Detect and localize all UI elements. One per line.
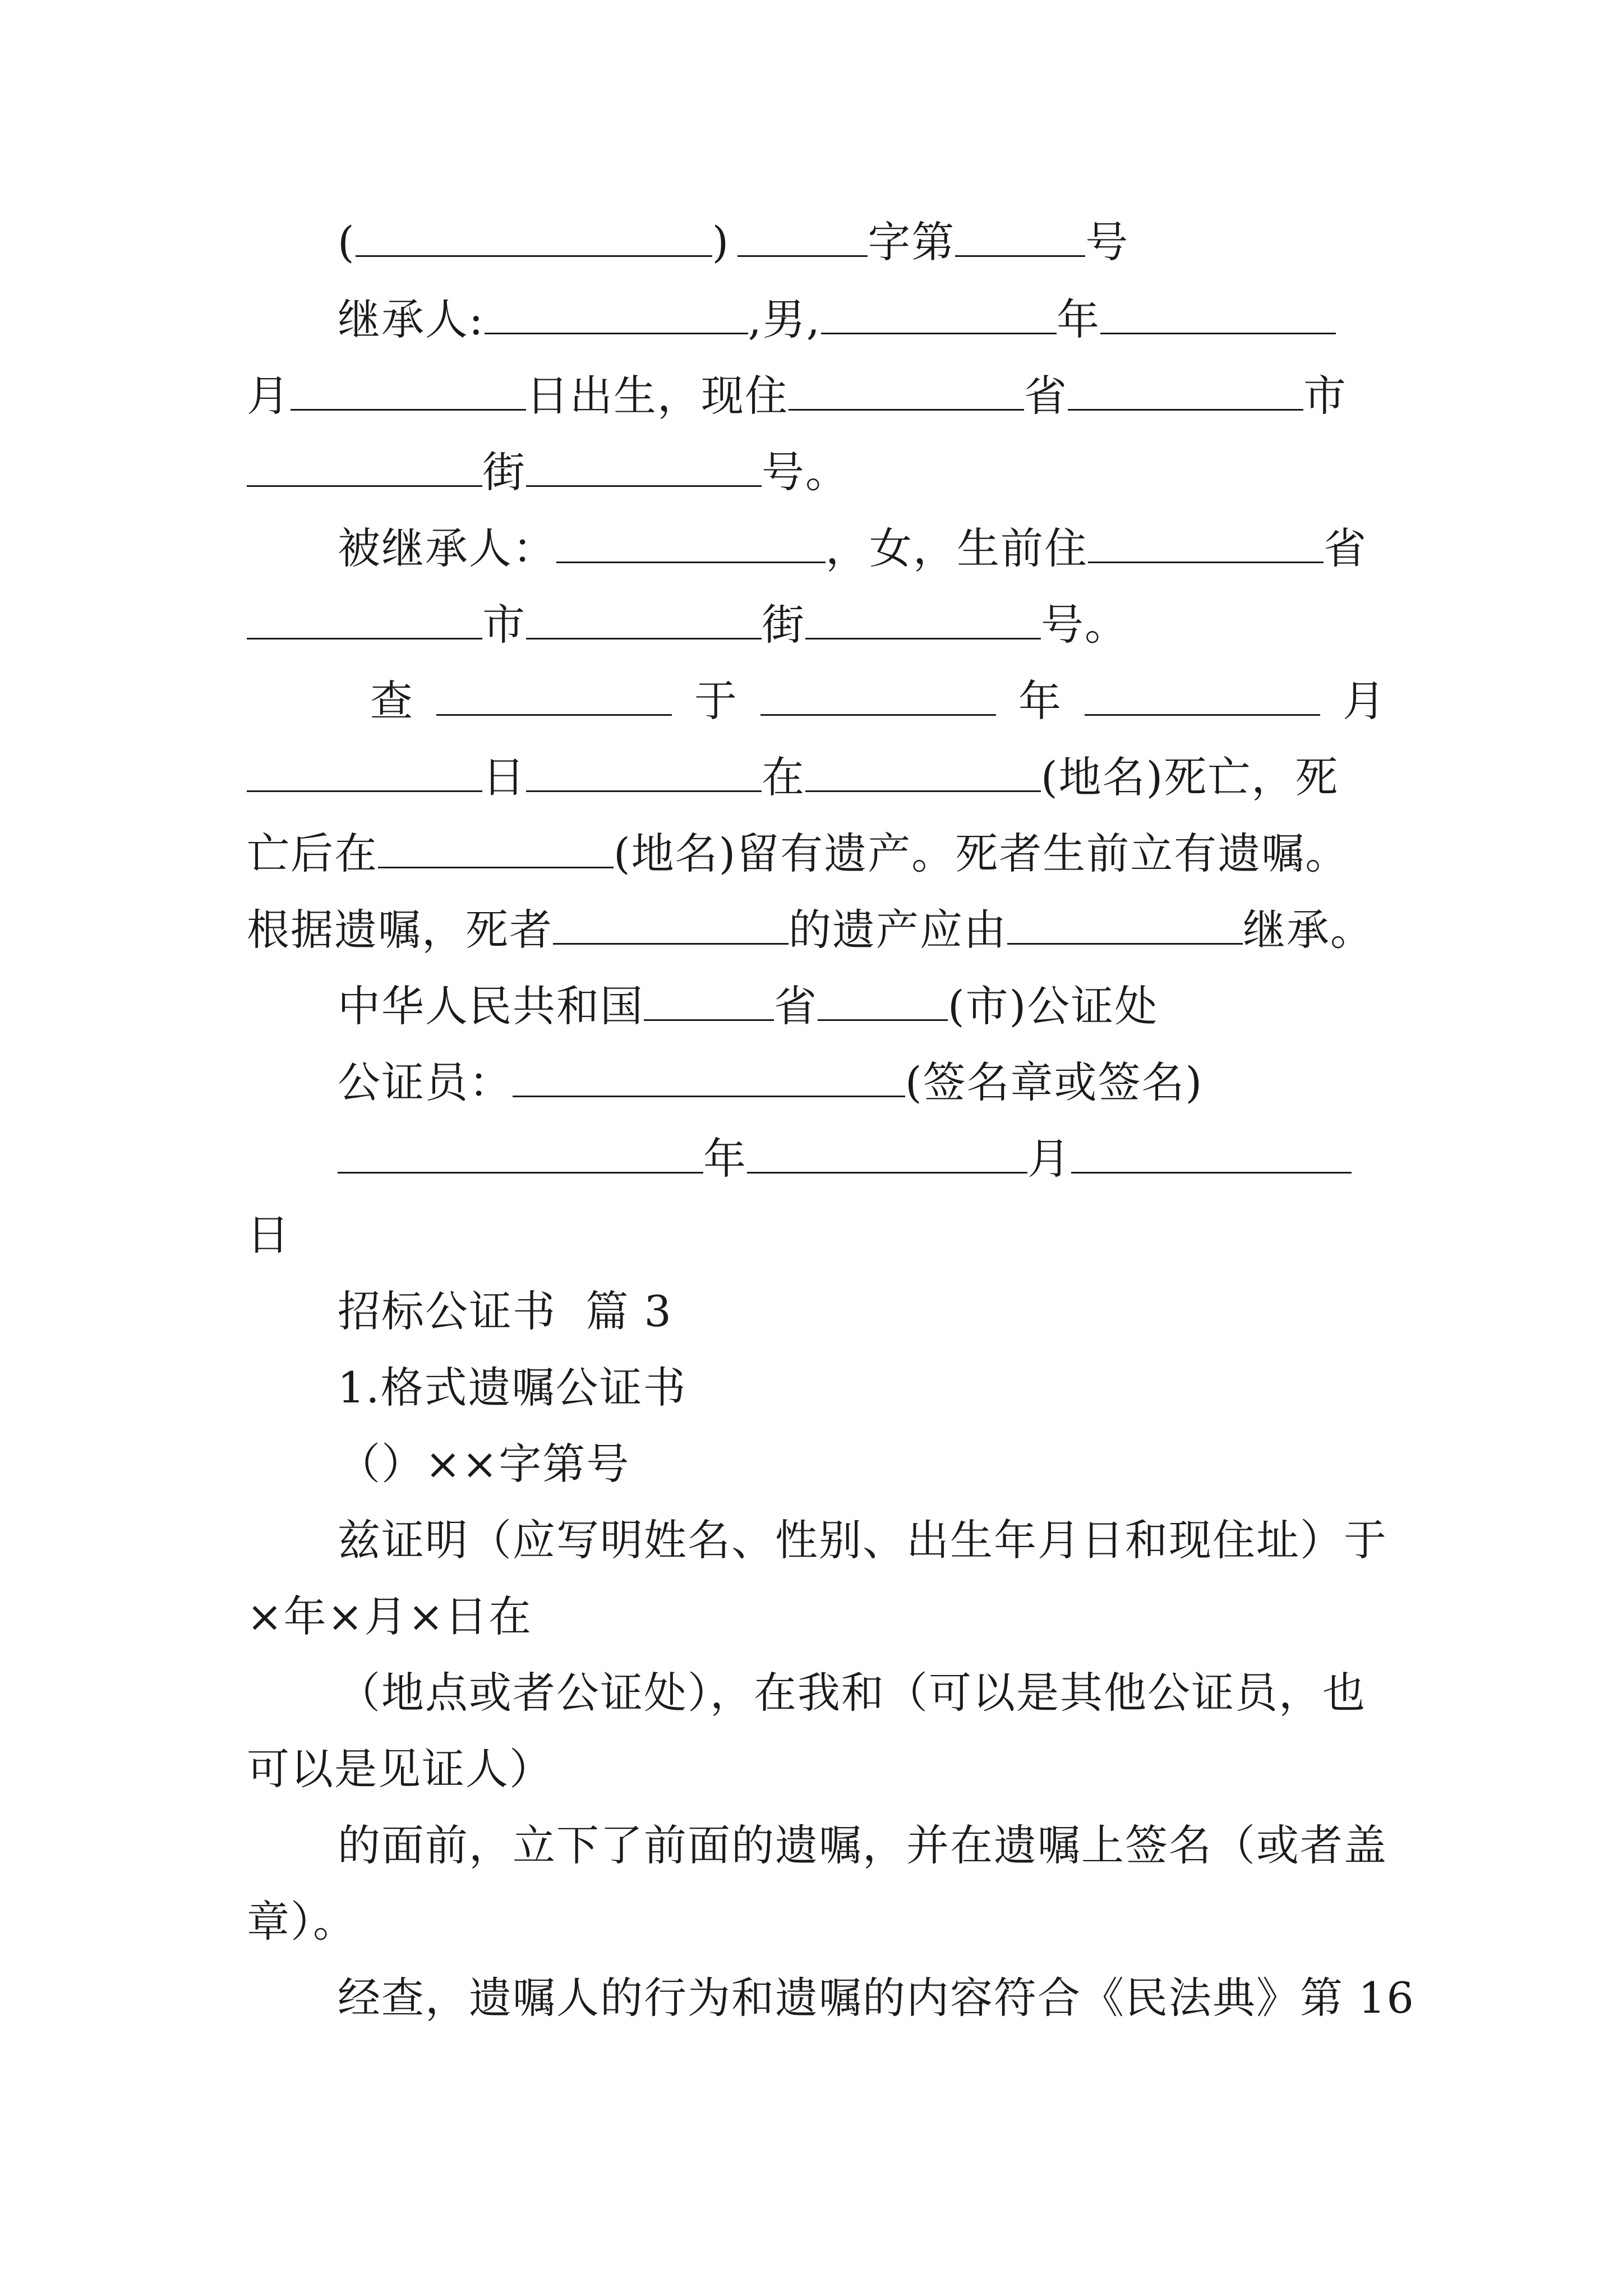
inheritance-suffix: 继承。: [1243, 905, 1374, 955]
blank-field[interactable]: [805, 750, 1041, 792]
blank-field[interactable]: [526, 597, 762, 639]
died-label: (地名)死亡，死: [1041, 752, 1339, 802]
blank-field[interactable]: [338, 1131, 703, 1174]
body-text: 可以是见证人）: [247, 1744, 553, 1794]
zai-label: 在: [762, 752, 805, 802]
blank-field[interactable]: [485, 292, 748, 334]
born-label: 日出生，现住: [526, 371, 789, 421]
body-paragraph-line: [247, 1741, 553, 1797]
year-label: 年: [703, 1134, 747, 1184]
blank-field[interactable]: [378, 826, 614, 868]
heir-address-line: [247, 444, 849, 500]
decedent-label: 被继承人：: [338, 523, 556, 573]
year-label: 年: [1018, 676, 1062, 726]
body-text: 兹证明（应写明姓名、性别、出生年月日和现住址）于: [338, 1515, 1387, 1565]
case-number-text: （）××字第号: [338, 1439, 630, 1489]
blank-field[interactable]: [644, 979, 774, 1021]
blank-field[interactable]: [526, 445, 762, 487]
paren-close: ): [712, 217, 730, 267]
female-label: ，女，生前住: [826, 523, 1088, 573]
heir-line: [338, 292, 1336, 348]
blank-field[interactable]: [356, 215, 712, 257]
cha-label: 查: [370, 676, 414, 726]
inheritance-middle: 的遗产应由: [789, 905, 1007, 955]
blank-field[interactable]: [291, 369, 526, 411]
blank-field[interactable]: [1068, 369, 1303, 411]
blank-field[interactable]: [556, 521, 826, 563]
year-label: 年: [1056, 295, 1100, 344]
street-label: 街: [482, 447, 526, 497]
subsection-heading: [338, 1360, 687, 1416]
blank-field[interactable]: [737, 215, 868, 257]
blank-field[interactable]: [247, 445, 482, 487]
number-label: 号。: [1041, 600, 1128, 650]
estate-line: [247, 826, 1349, 882]
office-label: (市)公证处: [948, 981, 1159, 1031]
death-date-line: [370, 673, 1386, 729]
blank-field[interactable]: [805, 597, 1041, 639]
city-label: 市: [482, 600, 526, 650]
blank-field[interactable]: [1088, 521, 1324, 563]
decedent-line: [338, 521, 1367, 577]
inheritance-prefix: 根据遗嘱，死者: [247, 905, 553, 955]
heir-birth-line: [247, 368, 1347, 424]
blank-field[interactable]: [821, 292, 1057, 334]
province-label: 省: [774, 981, 818, 1031]
blank-field[interactable]: [436, 674, 672, 716]
date-line: [338, 1131, 1352, 1187]
blank-field[interactable]: [513, 1055, 905, 1097]
number-label: 号。: [762, 447, 849, 497]
blank-field[interactable]: [789, 369, 1024, 411]
blank-field[interactable]: [1100, 292, 1336, 334]
blank-field[interactable]: [1007, 903, 1243, 945]
city-label: 市: [1303, 371, 1347, 421]
body-paragraph-line: [338, 1970, 1415, 2026]
subsection-title: 1.格式遗嘱公证书: [338, 1363, 687, 1412]
blank-field[interactable]: [955, 215, 1085, 257]
blank-field[interactable]: [526, 750, 762, 792]
heir-label: 继承人:: [338, 295, 485, 344]
blank-field[interactable]: [553, 903, 789, 945]
blank-field[interactable]: [760, 674, 996, 716]
blank-field[interactable]: [247, 750, 482, 792]
yu-label: 于: [694, 676, 738, 726]
notary-office-line: [338, 978, 1158, 1034]
hao-label: 号: [1085, 217, 1129, 267]
case-number-line-2: [338, 1436, 630, 1492]
notary-label: 公证员：: [338, 1057, 513, 1107]
decedent-address-line: [247, 597, 1128, 653]
death-place-line: [247, 749, 1339, 806]
body-text: 的面前，立下了前面的遗嘱，并在遗嘱上签名（或者盖: [338, 1820, 1387, 1870]
body-text: ×年×月×日在: [247, 1591, 533, 1641]
blank-field[interactable]: [818, 979, 948, 1021]
day-label: 日: [482, 752, 526, 802]
signature-label: (签名章或签名): [905, 1057, 1204, 1107]
body-paragraph-line: [338, 1512, 1387, 1568]
section-heading: [338, 1283, 672, 1340]
body-paragraph-line: [247, 1894, 357, 1950]
zi-di-label: 字第: [868, 217, 956, 267]
paren-open: (: [338, 217, 356, 267]
blank-field[interactable]: [747, 1131, 1027, 1174]
blank-field[interactable]: [247, 597, 482, 639]
month-label: 月: [1027, 1134, 1071, 1184]
male-label: ,男,: [748, 295, 821, 344]
notary-signature-line: [338, 1055, 1203, 1111]
body-paragraph-line: [338, 1665, 1366, 1721]
body-text: 章）。: [247, 1897, 357, 1947]
day-label: 日: [247, 1210, 291, 1260]
month-label: 月: [247, 371, 291, 421]
blank-field[interactable]: [1085, 674, 1320, 716]
case-number-line: [338, 214, 1129, 270]
province-label: 省: [1324, 523, 1367, 573]
body-paragraph-line: [247, 1589, 532, 1645]
inheritance-line: [247, 902, 1374, 958]
month-label: 月: [1343, 676, 1386, 726]
day-line: [247, 1207, 291, 1263]
estate-prefix: 亡后在: [247, 829, 378, 878]
country-label: 中华人民共和国: [338, 981, 644, 1031]
street-label: 街: [762, 600, 805, 650]
body-paragraph-line: [338, 1818, 1387, 1874]
section-title: 招标公证书 篇 3: [338, 1286, 672, 1336]
body-text: （地点或者公证处），在我和（可以是其他公证员，也: [338, 1668, 1366, 1718]
blank-field[interactable]: [1071, 1131, 1352, 1174]
estate-suffix: (地名)留有遗产。死者生前立有遗嘱。: [614, 829, 1349, 878]
province-label: 省: [1024, 371, 1068, 421]
body-text: 经查，遗嘱人的行为和遗嘱的内容符合《民法典》第 16: [338, 1973, 1415, 2023]
